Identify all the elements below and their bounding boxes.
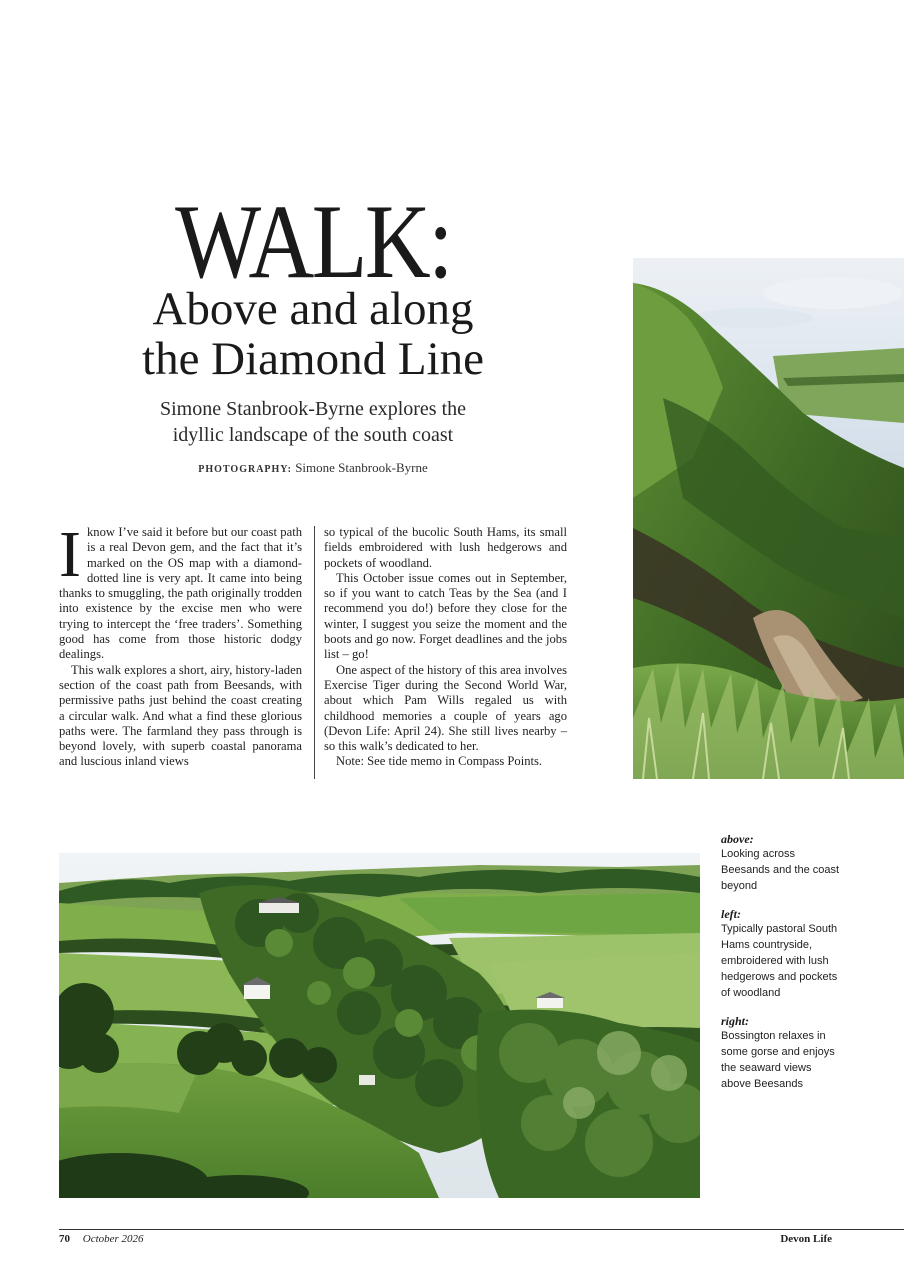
standfirst [60, 396, 566, 448]
folio [59, 1233, 144, 1245]
standfirst-line-1: Simone Stanbrook-Byrne explores the [159, 398, 467, 420]
body-paragraph-5: Note: See tide memo in Compass Points. [336, 754, 543, 769]
headline-title [60, 284, 566, 384]
column-divider [314, 526, 315, 779]
body-paragraph-1 [59, 518, 302, 663]
body-paragraph-2-continued: so typical of the bucolic South Hams, its small fields embroidered with lush hedgerows and pockets of woodland. [324, 525, 567, 570]
caption-above [721, 832, 841, 894]
caption-right-head: right: [721, 1014, 750, 1028]
body-column-1 [59, 518, 302, 770]
issue-date: October 2026 [82, 1233, 144, 1245]
headline-title-line-2: the Diamond Line [142, 333, 484, 385]
caption-above-head: above: [721, 832, 754, 846]
photo-credit-name: Simone Stanbrook-Byrne [295, 460, 428, 475]
south-hams-fields-photo [59, 853, 700, 1198]
caption-left-head: left: [721, 907, 741, 921]
body-paragraph-2: This walk explores a short, airy, history-laden section of the coast path from Beesands, with permissive paths just behind the coast creating a circular walk. And what a find these glorious paths were. The farmland they pass through is beyond lovely, with superb coastal panorama and luscious inland views [59, 662, 302, 769]
headline-kicker: WALK: [175, 183, 451, 300]
caption-right-text: Bossington relaxes in some gorse and enjoys the seaward views above Beesands [721, 1030, 835, 1090]
drop-cap: I [59, 518, 81, 591]
magazine-name: Devon Life [780, 1233, 832, 1245]
footer-rule [59, 1229, 904, 1230]
caption-above-text: Looking across Beesands and the coast beyond [721, 848, 840, 892]
caption-left [721, 907, 841, 1001]
south-hams-fields-illustration [59, 853, 700, 1198]
photo-credit [60, 460, 566, 476]
body-paragraph-4: One aspect of the history of this area involves Exercise Tiger during the Second World War, about which Pam Wills regaled us with childhood memories a couple of years ago (Devon Life: April 24). She still lives nearby – so this walk’s dedicated to her. [324, 662, 567, 754]
page-number: 70 [59, 1233, 70, 1245]
photo-captions [721, 832, 841, 1105]
caption-right [721, 1014, 841, 1092]
coastal-cliff-photo [633, 198, 904, 779]
caption-left-text: Typically pastoral South Hams countryside, embroidered with lush hedgerows and pockets of woodland [721, 923, 838, 999]
body-column-2 [324, 525, 567, 770]
coastal-cliff-illustration [633, 198, 904, 779]
photo-credit-label: PHOTOGRAPHY: [198, 464, 292, 475]
body-paragraph-1-text: know I’ve said it before but our coast path is a real Devon gem, and the fact that it’s marked on the OS map with a diamond-dotted line is very apt. It came into being thanks to smuggling, the path originally trodden into existence by the excise men who were trying to intercept the ‘free traders’. Something good has come from those historic dodgy dealings. [59, 525, 302, 662]
standfirst-line-2: idyllic landscape of the south coast [172, 424, 454, 446]
headline-title-line-1: Above and along [152, 283, 474, 335]
body-paragraph-3: This October issue comes out in September, so if you want to catch Teas by the Sea (and I recommend you do!) before they close for the winter, I suggest you seize the moment and the boots and go now. Forget deadlines and the jobs list – go! [324, 570, 567, 662]
